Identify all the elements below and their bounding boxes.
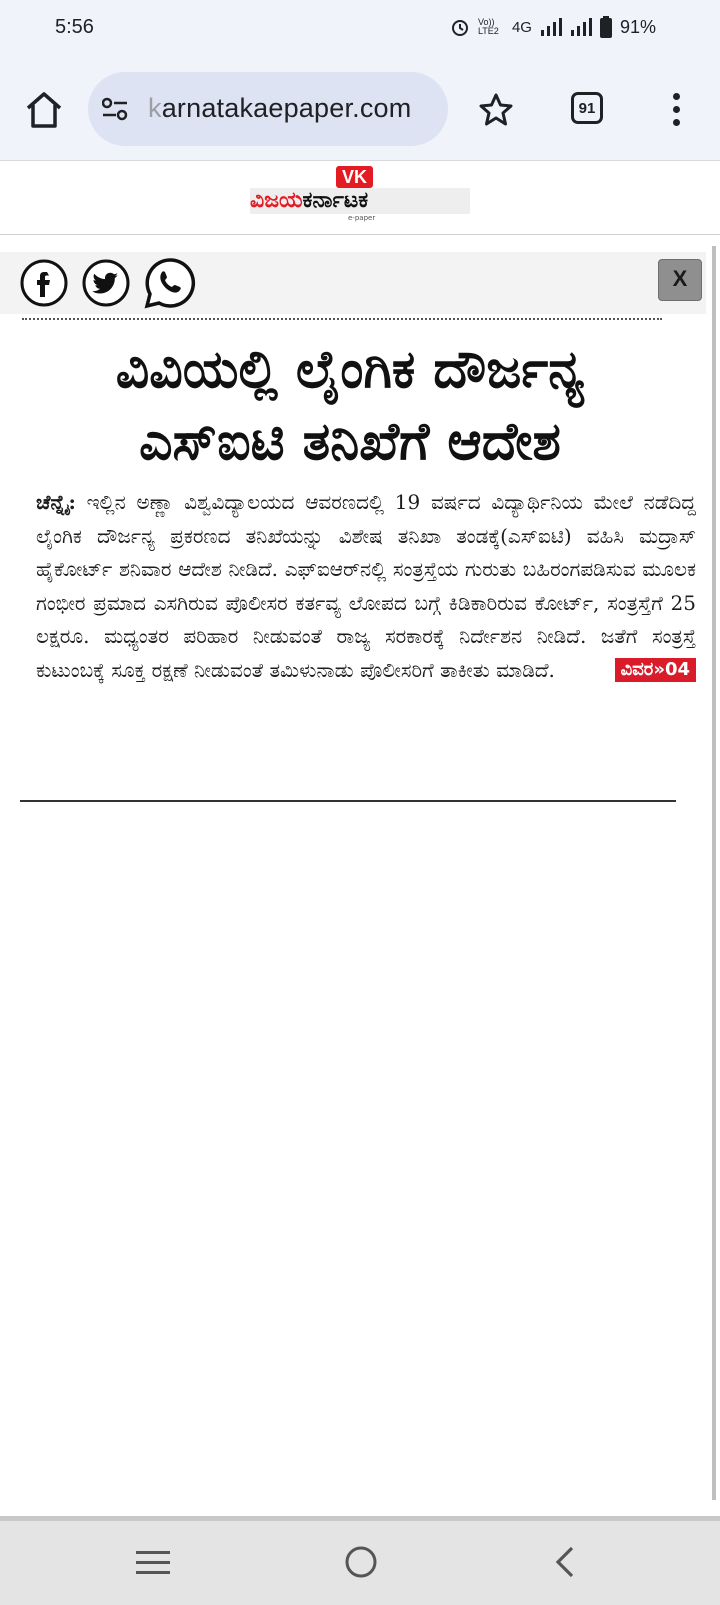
article-headline	[20, 334, 680, 478]
article-text: ಇಲ್ಲಿನ ಅಣ್ಣಾ ವಿಶ್ವವಿದ್ಯಾಲಯದ ಆವರಣದಲ್ಲಿ 19 ವರ್ಷದ ವಿದ್ಯಾರ್ಥಿನಿಯ ಮೇಲೆ ನಡೆದಿದ್ದ ಲೈಂಗಿಕ ದೌರ್ಜನ್ಯ ಪ್ರಕರಣದ ತನಿಖೆಯನ್ನು ವಿಶೇಷ ತನಿಖಾ ತಂಡಕ್ಕೆ(ಎಸ್‌ಐಟಿ) ವಹಿಸಿ ಮದ್ರಾಸ್ ಹೈಕೋರ್ಟ್ ಶನಿವಾರ ಆದೇಶ ನೀಡಿದೆ. ಎಫ್‌ಐಆರ್‌ನಲ್ಲಿ ಸಂತ್ರಸ್ತೆಯ ಗುರುತು ಬಹಿರಂಗಪಡಿಸುವ ಮೂಲಕ ಗಂಭೀರ ಪ್ರಮಾದ ಎಸಗಿರುವ ಪೊಲೀಸರ ಕರ್ತವ್ಯ ಲೋಪದ ಬಗ್ಗೆ ಕಿಡಿಕಾರಿರುವ ಕೋರ್ಟ್, ಸಂತ್ರಸ್ತೆಗೆ 25 ಲಕ್ಷರೂ. ಮಧ್ಯಂತರ ಪರಿಹಾರ ನೀಡುವಂತೆ ರಾಜ್ಯ ಸರಕಾರಕ್ಕೆ ನಿರ್ದೇಶನ ನೀಡಿದೆ. ಜತೆಗೆ ಸಂತ್ರಸ್ತೆ ಕುಟುಂಬಕ್ಕೆ ಸೂಕ್ತ ರಕ್ಷಣೆ ನೀಡುವಂತೆ ತಮಿಳುನಾಡು ಪೊಲೀಸರಿಗೆ ತಾಕೀತು ಮಾಡಿದೆ.	[36, 490, 696, 682]
logo-badge: VK	[336, 166, 373, 188]
recents-icon[interactable]	[136, 1549, 170, 1581]
dotted-divider	[22, 318, 662, 320]
article-bottom-rule	[20, 800, 676, 802]
home-icon	[22, 88, 66, 132]
url-text[interactable]	[148, 93, 411, 124]
back-icon[interactable]	[552, 1545, 580, 1583]
browser-toolbar	[0, 62, 720, 161]
battery-icon	[600, 16, 612, 38]
tab-switcher-button[interactable]: 91	[571, 92, 603, 124]
star-icon	[476, 90, 516, 130]
article-body	[36, 486, 696, 687]
status-time: 5:56	[55, 16, 94, 38]
article-dateline: ಚೆನ್ನೈ:	[36, 490, 76, 514]
nav-home-icon[interactable]	[344, 1545, 378, 1583]
overflow-menu-icon[interactable]	[666, 90, 686, 130]
alarm-icon	[450, 17, 470, 37]
status-bar	[0, 0, 720, 62]
volte-indicator: Vo)) LTE2	[477, 17, 499, 36]
status-icons	[450, 16, 656, 38]
battery-level: 91%	[619, 16, 656, 37]
share-bar	[0, 252, 706, 314]
site-settings-icon[interactable]	[102, 97, 128, 125]
headline-line-1: ವಿವಿಯಲ್ಲಿ ಲೈಂಗಿಕ ದೌರ್ಜನ್ಯ	[115, 340, 585, 400]
twitter-icon[interactable]	[82, 259, 130, 307]
page-scrollbar[interactable]	[712, 246, 716, 1500]
address-bar[interactable]	[88, 72, 448, 146]
system-nav-bar	[0, 1516, 720, 1605]
network-type: 4G	[511, 18, 532, 36]
headline-line-2: ಎಸ್‌ಐಟಿ ತನಿಖೆಗೆ ಆದೇಶ	[139, 412, 561, 472]
logo-wordmark: ವಿಜಯಕರ್ನಾಟಕ	[250, 188, 470, 214]
site-header	[0, 160, 720, 235]
bookmark-button[interactable]	[476, 90, 516, 130]
article-clipping	[20, 318, 696, 687]
site-logo[interactable]	[250, 166, 470, 226]
home-button[interactable]	[22, 88, 66, 132]
signal-icon-2	[570, 17, 592, 37]
url-prefix: k	[148, 93, 162, 123]
whatsapp-icon[interactable]	[143, 256, 197, 310]
signal-icon	[540, 17, 562, 37]
logo-subtitle: e-paper	[348, 214, 376, 222]
continued-page-badge[interactable]: ವಿವರ»04	[615, 658, 696, 682]
facebook-icon[interactable]	[20, 259, 68, 307]
close-button[interactable]: X	[658, 259, 702, 301]
url-domain: arnatakaepaper.com	[161, 93, 412, 123]
